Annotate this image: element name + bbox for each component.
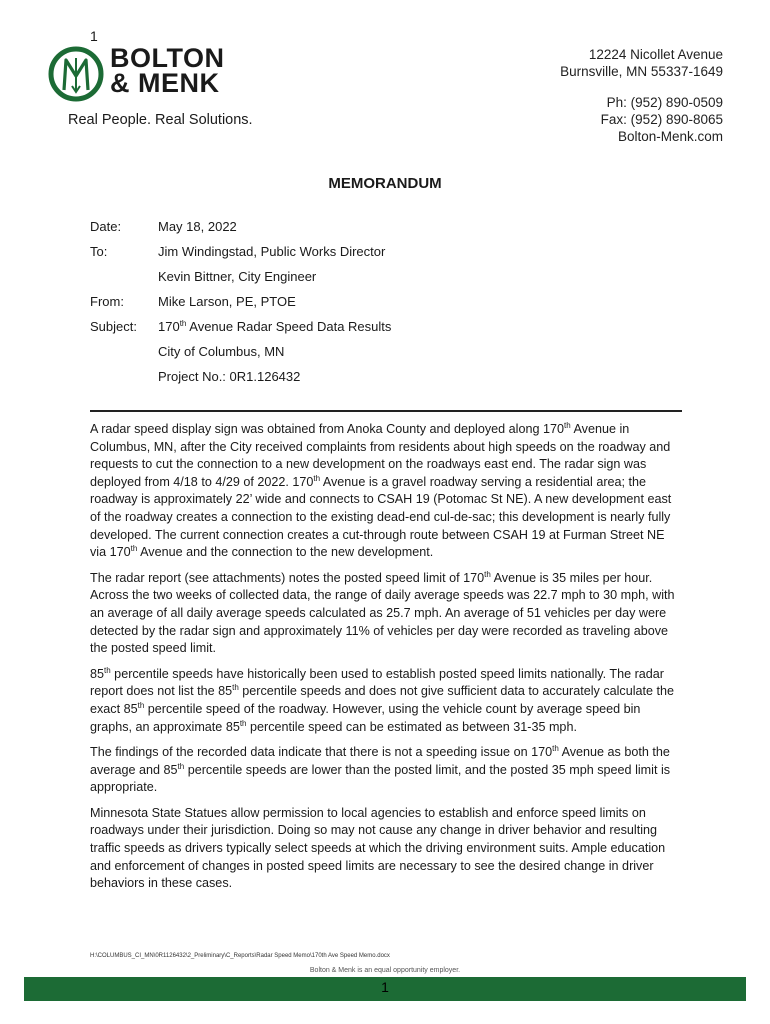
contact-block (560, 46, 723, 145)
paragraph-2: The radar report (see attachments) notes the posted speed limit of 170th Avenue is 35 miles per hour. Across the two weeks of collected data, the range of daily average speeds was 22.7 mph to 30 mph, with an average of all daily average speeds calculated as 25.7 mph. An average of 51 vehicles per day were detected by the radar sign and approximately 11% of vehicles per day were recorded as traveling above the posted speed limit. (90, 569, 675, 656)
street-address: 12224 Nicollet Avenue (588, 47, 723, 62)
page-number: 1 (381, 979, 389, 995)
paragraph-3: 85th percentile speeds have historically been used to establish posted speed limits nationally. The radar report does not list the 85th percentile speeds and does not give sufficient data to accurately calculate the exact 85th percentile speed of the roadway. However, using the vehicle count by average speed bin graphs, an approximate 85th percentile speed can be estimated as between 31-35 mph. (90, 665, 675, 734)
date-value: May 18, 2022 (158, 219, 237, 234)
header-divider (90, 410, 682, 412)
brand-line-1: BOLTON (110, 43, 225, 73)
subject-value: 170th Avenue Radar Speed Data Results (158, 319, 392, 334)
subject-label: Subject: (90, 319, 137, 334)
subject-city: City of Columbus, MN (158, 344, 285, 359)
file-path: H:\COLUMBUS_CI_MN\0R1126432\2_Preliminary\C_Reports\Radar Speed Memo\170th Ave Speed Memo.docx (90, 953, 390, 959)
paragraph-4: The findings of the recorded data indicate that there is not a speeding issue on 170th Avenue as both the average and 85th percentile speeds are lower than the posted limit, and the posted 35 mph speed limit is appropriate. (90, 744, 671, 795)
project-number: Project No.: 0R1.126432 (158, 369, 301, 384)
website: Bolton-Menk.com (617, 129, 723, 144)
tagline: Real People. Real Solutions. (68, 112, 253, 128)
city-address: Burnsville, MN 55337-1649 (560, 64, 723, 79)
memo-title: MEMORANDUM (328, 175, 442, 192)
fax: Fax: (952) 890-8065 (600, 112, 723, 127)
page-marker: 1 (90, 28, 98, 44)
from-value: Mike Larson, PE, PTOE (158, 294, 296, 309)
phone: Ph: (952) 890-0509 (606, 95, 723, 110)
paragraph-1: A radar speed display sign was obtained from Anoka County and deployed along 170th Avenue in Columbus, MN, after the City received complaints from residents about high speeds on the roadway and requests to cut the connection to a new development on the roadways east end. The radar sign was deployed from 4/18 to 4/29 of 2022. 170th Avenue is a gravel roadway serving a residential area; the roadway is approximately 22’ wide and connects to CSAH 19 (Potomac St NE). A new development east of the roadway creates a connection to the existing dead-end cul-de-sac; this development is nearly fully developed. The current connection creates a cut-through route between CSAH 19 at Furman Street NE via 170th Avenue and the connection to the new development. (90, 421, 672, 560)
brand-name (110, 43, 225, 98)
to-label: To: (90, 244, 108, 259)
memo-body (90, 421, 682, 901)
to-value-2: Kevin Bittner, City Engineer (158, 269, 317, 284)
to-value-1: Jim Windingstad, Public Works Director (158, 244, 386, 259)
date-label: Date: (90, 219, 122, 234)
bolton-menk-logo (48, 46, 104, 102)
equal-opportunity-note: Bolton & Menk is an equal opportunity employer. (309, 967, 461, 974)
from-label: From: (90, 294, 124, 309)
paragraph-5: Minnesota State Statues allow permission to local agencies to establish and enforce speed limits on roadways under their jurisdiction. Doing so may not cause any change in driver behavior and resulting traffic speeds as drivers typically select speeds at which the driving environment suits. Ample education and enforcement of changes in posted speed limits are necessary to see the desired change in driver behaviors in these cases. (90, 805, 666, 891)
brand-line-2: & MENK (110, 68, 220, 98)
